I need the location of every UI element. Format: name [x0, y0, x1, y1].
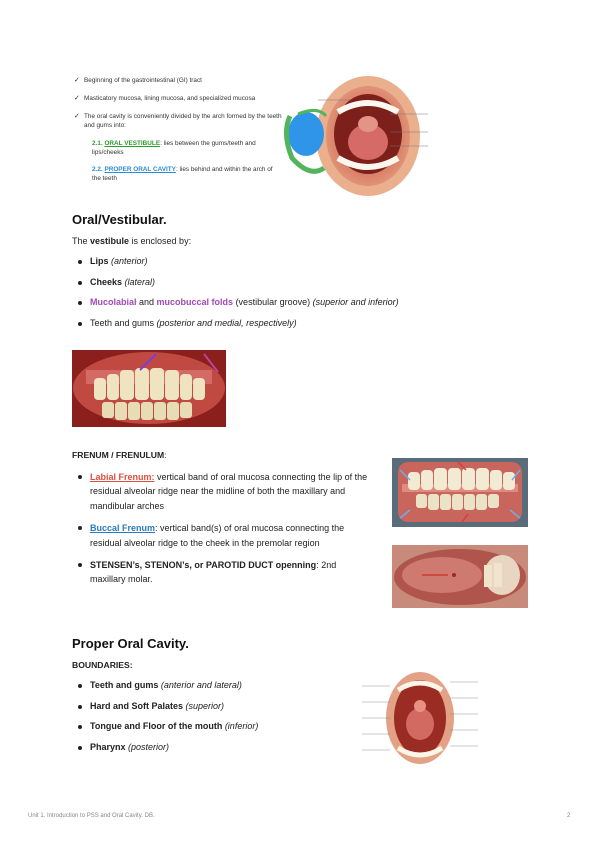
oral-vestibular-heading: Oral/Vestibular. — [72, 212, 167, 227]
item-mucolabial: Mucolabial — [90, 297, 137, 307]
item-italic: (anterior) — [111, 256, 148, 266]
vestibule-intro-pre: The — [72, 236, 91, 246]
list-item — [72, 296, 512, 308]
item-mucobuccal: mucobuccal folds — [156, 297, 234, 307]
proper-oral-cavity-diagram — [360, 668, 480, 774]
parotid-duct-text: : 2nd maxillary molar. — [90, 560, 337, 585]
frenum-list — [72, 470, 372, 595]
list-item — [72, 255, 512, 267]
item-plain: Teeth and gums — [90, 317, 157, 328]
item-plain: (vestibular groove) — [233, 297, 313, 307]
frenum-heading-text: FRENUM / FRENULUM — [72, 450, 165, 460]
oral-cavity-diagram — [278, 74, 450, 198]
buccal-frenum-tag: Buccal Frenum — [90, 523, 156, 534]
item-italic: (anterior and lateral) — [158, 680, 242, 690]
proper-oral-heading: Proper Oral Cavity. — [72, 636, 189, 651]
list-item — [72, 558, 372, 587]
boundaries-heading: BOUNDARIES: — [72, 660, 133, 670]
list-item — [72, 720, 372, 732]
intro-block — [72, 76, 282, 191]
sub1-number: 2.1. — [92, 140, 103, 147]
frenum-heading-colon: : — [164, 450, 167, 460]
list-item — [72, 276, 512, 288]
frenum-heading — [72, 450, 167, 460]
list-item — [72, 317, 512, 329]
item-italic: (inferior) — [222, 721, 259, 731]
sub2-number: 2.2. — [92, 166, 103, 173]
vestibule-intro-bold: vestibule — [90, 236, 130, 246]
item-bold: Cheeks — [90, 276, 123, 287]
list-item — [72, 521, 372, 550]
intro-sub-vestibule — [72, 139, 282, 157]
item-italic: (posterior) — [125, 741, 170, 752]
intro-check-2 — [72, 94, 282, 103]
list-item — [72, 679, 372, 691]
intro-check-1 — [72, 76, 282, 85]
item-italic: (superior) — [183, 700, 225, 711]
labial-frenum-text: vertical band of oral mucosa connecting the lip of the residual alveolar ridge near the midline of both the maxillary and mandibular arches — [90, 472, 368, 511]
list-item — [72, 470, 372, 513]
vestibule-list — [72, 255, 512, 337]
item-italic: (lateral) — [124, 276, 156, 287]
item-italic: (posterior and medial, respectively) — [156, 317, 297, 328]
item-bold: Tongue and Floor of the mouth — [90, 721, 223, 731]
intro-line-1: Beginning of the gastrointestinal (GI) tract — [84, 77, 202, 84]
sub1-text: : lies between the gums/teeth and lips/cheeks — [92, 140, 256, 156]
list-item — [72, 700, 372, 712]
vestibule-intro-post: is enclosed by: — [129, 236, 192, 246]
intro-check-3 — [72, 112, 282, 130]
parotid-duct-photo — [392, 545, 528, 608]
item-and: and — [136, 297, 157, 307]
labial-frenum-tag: Labial Frenum: — [90, 472, 155, 482]
intro-sub-proper — [72, 165, 282, 183]
intro-line-2: Masticatory mucosa, lining mucosa, and specialized mucosa — [84, 95, 256, 102]
frenum-teeth-photo — [392, 458, 528, 527]
buccal-frenum-text: : vertical band(s) of oral mucosa connecting the residual alveolar ridge to the cheek in the premolar region — [90, 523, 345, 548]
item-bold: Pharynx — [90, 741, 126, 752]
sub1-tag: ORAL VESTIBULE — [104, 140, 161, 147]
page-number: 2 — [567, 813, 571, 819]
intro-line-3: The oral cavity is conveniently divided by the arch formed by the teeth and gums into: — [84, 113, 282, 129]
boundaries-list — [72, 679, 372, 761]
vestibule-intro — [72, 236, 191, 246]
item-bold: Hard and Soft Palates — [90, 700, 184, 711]
footer-text: Unit 1. Introduction to PSS and Oral Cavity. DB. — [28, 813, 155, 819]
list-item — [72, 741, 372, 753]
smile-photo — [72, 350, 226, 427]
sub2-text: : lies behind and within the arch of the teeth — [92, 166, 273, 182]
item-bold: Teeth and gums — [90, 680, 159, 690]
item-bold: Lips — [90, 256, 109, 266]
sub2-tag: PROPER ORAL CAVITY — [104, 166, 176, 173]
parotid-duct-bold: STENSEN’s, STENON’s, or PAROTID DUCT openning — [90, 560, 317, 571]
item-italic: (superior and inferior) — [312, 297, 399, 307]
